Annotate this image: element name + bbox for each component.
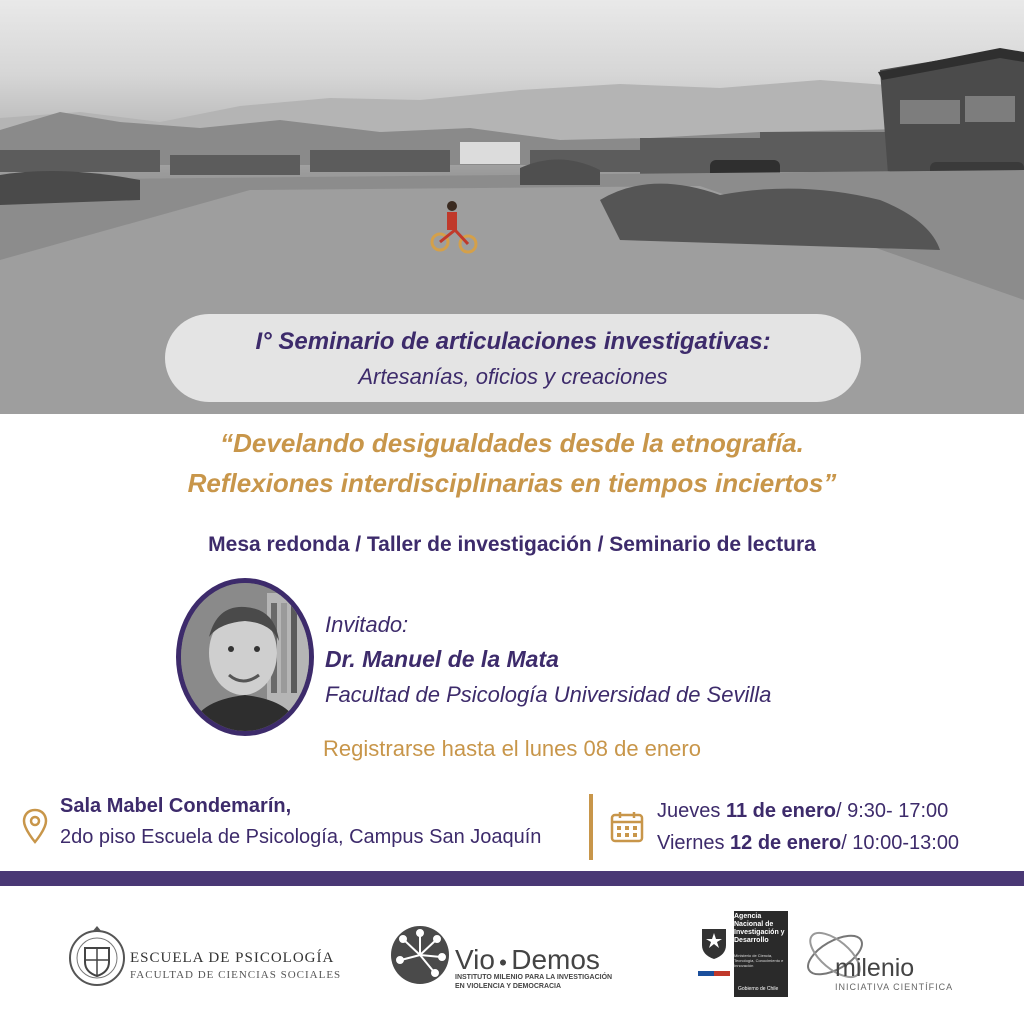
gobierno-label: Gobierno de Chile: [738, 986, 779, 992]
quote-line-2: Reflexiones interdisciplinarias en tiempos inciertos”: [187, 468, 837, 498]
seminar-subtitle: Artesanías, oficios y creaciones: [358, 364, 668, 389]
date-time: / 10:00-13:00: [841, 832, 960, 854]
viodemos-part-b: Demos: [511, 944, 600, 975]
escuela-subtitle: FACULTAD DE CIENCIAS SOCIALES: [130, 969, 342, 981]
viodemos-part-a: Vio: [455, 944, 495, 975]
quote-line-1: “Develando desigualdades desde la etnografía.: [220, 428, 804, 458]
milenio-wordmark: milenio: [835, 954, 915, 982]
guest-avatar: [176, 578, 314, 736]
anid-title: Agencia Nacional de Investigación y Desarrollo: [734, 913, 785, 944]
guest-affiliation: Facultad de Psicología Universidad de Sevilla: [325, 682, 772, 707]
seminar-title: I° Seminario de articulaciones investigativas:: [255, 328, 771, 355]
escuela-title: ESCUELA DE PSICOLOGÍA: [130, 950, 335, 966]
date-date: 12 de enero: [730, 832, 842, 854]
registration-deadline: Registrarse hasta el lunes 08 de enero: [323, 736, 701, 761]
chile-shield-icon: [694, 911, 734, 997]
date-date: 11 de enero: [725, 800, 836, 822]
guest-label: Invitado:: [325, 612, 409, 637]
location-room: Sala Mabel Condemarín,: [60, 795, 292, 817]
date-day: Jueves: [657, 800, 721, 822]
viodemos-wordmark: Vio ● Demos: [455, 944, 600, 975]
calendar-icon: [609, 809, 645, 850]
hero-photo: [0, 0, 1024, 414]
event-formats: Mesa redonda / Taller de investigación / Seminario de lectura: [208, 533, 816, 556]
viodemos-logo-icon: [390, 924, 450, 991]
milenio-subtitle: INICIATIVA CIENTÍFICA: [835, 982, 954, 992]
university-seal-icon: [68, 924, 126, 995]
divider: [589, 794, 593, 860]
location-pin-icon: [22, 808, 48, 849]
seminar-title-banner: [165, 314, 861, 402]
footer-band: [0, 871, 1024, 886]
anid-ministry: Ministerio de Ciencia, Tecnología, Conocimiento e Innovación: [734, 953, 784, 968]
viodemos-subtitle: INSTITUTO MILENIO PARA LA INVESTIGACIÓN EN VIOLENCIA Y DEMOCRACIA: [455, 974, 613, 990]
date-row-2: [657, 832, 959, 855]
date-time: / 9:30- 17:00: [836, 800, 949, 822]
date-row-1: [657, 800, 948, 823]
location-address: 2do piso Escuela de Psicología, Campus San Joaquín: [60, 826, 542, 848]
date-day: Viernes: [657, 832, 725, 854]
guest-name: Dr. Manuel de la Mata: [325, 646, 559, 672]
